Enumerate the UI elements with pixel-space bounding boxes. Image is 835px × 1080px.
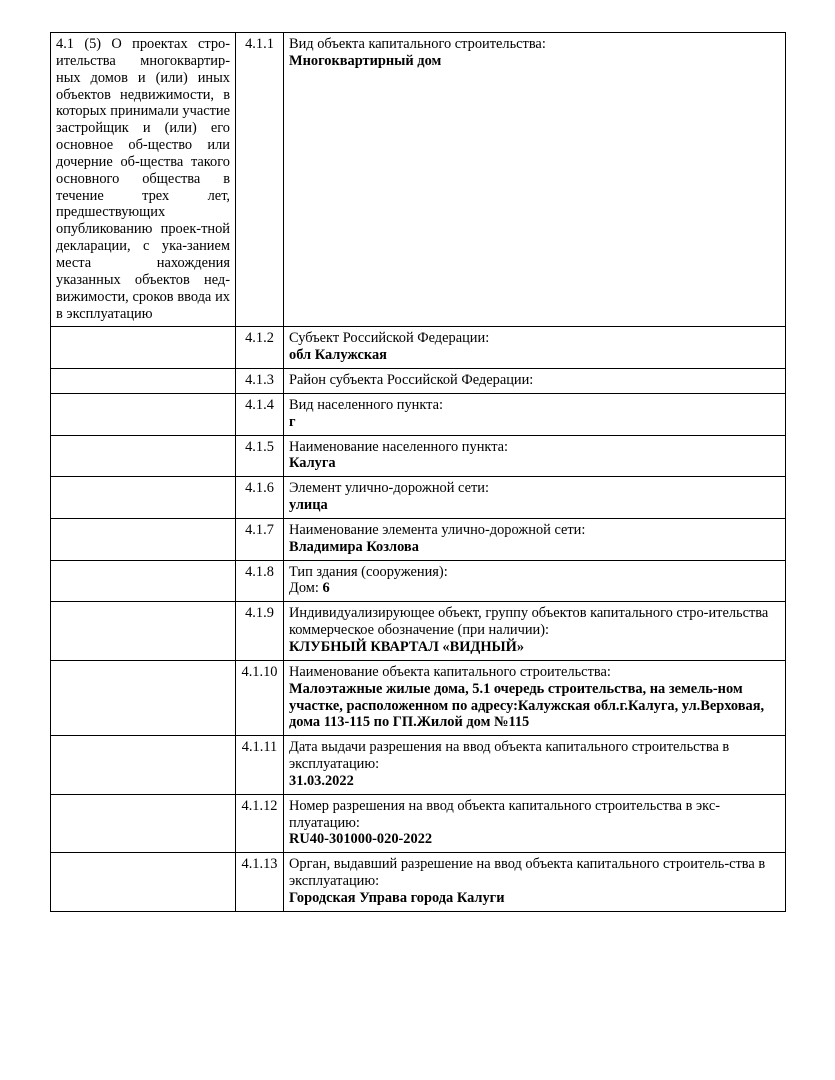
table-row — [51, 435, 786, 477]
empty-description-cell — [51, 736, 236, 795]
table-row — [51, 327, 786, 369]
row-label: Элемент улично-дорожной сети: — [289, 480, 489, 497]
row-value-cell — [284, 393, 786, 435]
table-row — [51, 33, 786, 327]
empty-description-cell — [51, 369, 236, 394]
row-value: Городская Управа города Калуги — [289, 889, 505, 906]
empty-description-cell — [51, 794, 236, 853]
row-label: Наименование населенного пункта: — [289, 438, 509, 455]
row-value: RU40-301000-020-2022 — [289, 831, 433, 848]
row-value-cell — [284, 477, 786, 519]
empty-description-cell — [51, 853, 236, 912]
table-row — [51, 602, 786, 661]
row-label: Вид объекта капитального строительства: — [289, 36, 546, 52]
empty-description-cell — [51, 327, 236, 369]
row-value-cell — [284, 327, 786, 369]
row-value: Малоэтажные жилые дома, 5.1 очередь строительства, на земель-ном участке, расположенном по адресу:Калужская обл.г.Калуга, ул.Верховая, дома 113-115 по ГП.Жилой дом №115 — [289, 680, 765, 731]
row-number: 4.1.9 — [236, 602, 284, 661]
table-row — [51, 794, 786, 853]
row-value: улица — [289, 497, 328, 514]
row-value-cell — [284, 518, 786, 560]
row-number: 4.1.6 — [236, 477, 284, 519]
table-row — [51, 853, 786, 912]
row-value — [289, 580, 780, 597]
row-label: Индивидуализирующее объект, группу объектов капитального стро-ительства коммерческое обозначение (при наличии): — [289, 605, 769, 639]
row-number: 4.1.7 — [236, 518, 284, 560]
empty-description-cell — [51, 393, 236, 435]
table-row — [51, 369, 786, 394]
empty-description-cell — [51, 477, 236, 519]
row-value-cell — [284, 435, 786, 477]
row-value: КЛУБНЫЙ КВАРТАЛ «ВИДНЫЙ» — [289, 639, 525, 655]
empty-description-cell — [51, 518, 236, 560]
row-number: 4.1.2 — [236, 327, 284, 369]
row-label: Номер разрешения на ввод объекта капитального строительства в экс-плуатацию: — [289, 797, 720, 831]
table-row — [51, 660, 786, 735]
row-value-cell — [284, 602, 786, 661]
row-value: Калуга — [289, 455, 336, 472]
declaration-table — [50, 32, 786, 912]
row-value: Владимира Козлова — [289, 538, 419, 555]
row-number: 4.1.1 — [236, 33, 284, 327]
empty-description-cell — [51, 602, 236, 661]
row-value: 31.03.2022 — [289, 772, 354, 789]
row-label: Вид населенного пункта: — [289, 396, 444, 413]
row-value-cell — [284, 736, 786, 795]
row-value-cell — [284, 33, 786, 327]
row-value-cell — [284, 660, 786, 735]
row-number: 4.1.5 — [236, 435, 284, 477]
table-row — [51, 477, 786, 519]
row-value: Многоквартирный дом — [289, 52, 442, 69]
row-value-cell — [284, 560, 786, 602]
table-row — [51, 518, 786, 560]
row-value: обл Калужская — [289, 347, 387, 364]
table-row — [51, 736, 786, 795]
row-number: 4.1.13 — [236, 853, 284, 912]
row-number: 4.1.4 — [236, 393, 284, 435]
row-number: 4.1.11 — [236, 736, 284, 795]
empty-description-cell — [51, 435, 236, 477]
row-value-cell — [284, 369, 786, 394]
row-value-cell — [284, 794, 786, 853]
empty-description-cell — [51, 660, 236, 735]
row-label: Район субъекта Российской Федерации: — [289, 372, 534, 389]
section-description-cell: 4.1 (5) О проектах стро-ительства многоквартир-ных домов и (или) иных объектов недвижимости, в которых принимали участие застройщик и (или) его основное об-щество или дочерние об-щества такого основного общества в течение трех лет, предшествующих опубликованию проек-тной декларации, с ука-занием места нахождения указанных объектов нед-вижимости, сроков ввода их в эксплуатацию — [51, 33, 236, 327]
row-label: Дата выдачи разрешения на ввод объекта капитального строительства в эксплуатацию: — [289, 739, 730, 773]
row-value-number: 6 — [322, 580, 330, 597]
row-value-cell — [284, 853, 786, 912]
row-value-prefix: Дом: — [289, 580, 323, 597]
row-label: Наименование объекта капитального строительства: — [289, 663, 611, 680]
row-number: 4.1.12 — [236, 794, 284, 853]
row-label: Наименование элемента улично-дорожной сети: — [289, 521, 586, 538]
row-label: Орган, выдавший разрешение на ввод объекта капитального строитель-ства в эксплуатацию: — [289, 856, 766, 890]
row-value: г — [289, 413, 296, 430]
table-row — [51, 393, 786, 435]
row-number: 4.1.10 — [236, 660, 284, 735]
row-label: Тип здания (сооружения): — [289, 563, 448, 580]
row-number: 4.1.8 — [236, 560, 284, 602]
row-label: Субъект Российской Федерации: — [289, 330, 490, 347]
empty-description-cell — [51, 560, 236, 602]
row-number: 4.1.3 — [236, 369, 284, 394]
table-row — [51, 560, 786, 602]
